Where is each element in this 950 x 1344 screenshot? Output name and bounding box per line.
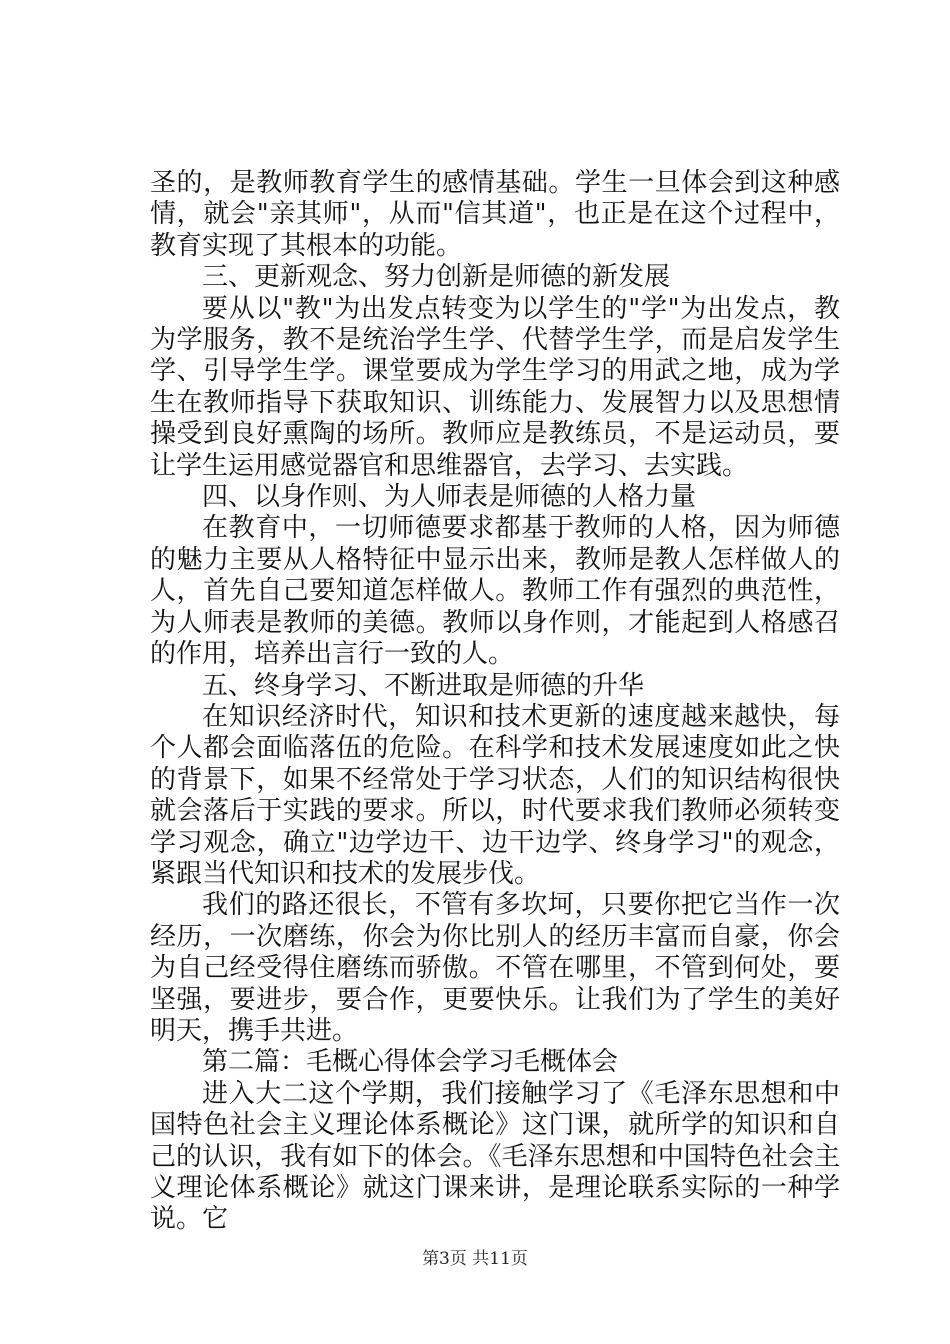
paragraph: 在知识经济时代，知识和技术更新的速度越来越快，每个人都会面临落伍的危险。在科学和技术发展速度如此之快的背景下，如果不经常处于学习状态，人们的知识结构很快就会落后于实践的要求。所以，时代要求我们教师必须转变学习观念，确立"边学边干、边干边学、终身学习"的观念，紧跟当代知识和技术的发展步伐。 (150, 701, 840, 889)
paragraph: 进入大二这个学期，我们接触学习了《毛泽东思想和中国特色社会主义理论体系概论》这门课，就所学的知识和自己的认识，我有如下的体会。《毛泽东思想和中国特色社会主义理论体系概论》就这门课来讲，是理论联系实际的一种学说。它 (150, 1078, 840, 1235)
page-number-footer: 第3页 共11页 (422, 1249, 528, 1269)
document-body (150, 168, 840, 1236)
part-heading: 第二篇：毛概心得体会学习毛概体会 (202, 1047, 619, 1078)
paragraph: 我们的路还很长，不管有多坎坷，只要你把它当作一次经历，一次磨练，你会为你比别人的经历丰富而自豪，你会为自己经受得住磨练而骄傲。不管在哪里，不管到何处，要坚强，要进步，要合作，更要快乐。让我们为了学生的美好明天，携手共进。 (150, 890, 840, 1046)
section-heading: 四、以身作则、为人师表是师德的人格力量 (202, 482, 697, 513)
paragraph: 在教育中，一切师德要求都基于教师的人格，因为师德的魅力主要从人格特征中显示出来，教师是教人怎样做人的人，首先自己要知道怎样做人。教师工作有强烈的典范性，为人师表是教师的美德。教师以身作则，才能起到人格感召的作用，培养出言行一致的人。 (150, 513, 840, 670)
paragraph: 圣的，是教师教育学生的感情基础。学生一旦体会到这种感情，就会"亲其师"，从而"信其道"，也正是在这个过程中，教育实现了其根本的功能。 (150, 168, 840, 261)
section-heading: 三、更新观念、努力创新是师德的新发展 (202, 262, 671, 293)
section-heading: 五、终身学习、不断进取是师德的升华 (202, 670, 645, 701)
paragraph: 要从以"教"为出发点转变为以学生的"学"为出发点，教为学服务，教不是统治学生学、代替学生学，而是启发学生学、引导学生学。课堂要成为学生学习的用武之地，成为学生在教师指导下获取知识、训练能力、发展智力以及思想情操受到良好熏陶的场所。教师应是教练员，不是运动员，要让学生运用感觉器官和思维器官，去学习、去实践。 (150, 293, 840, 481)
